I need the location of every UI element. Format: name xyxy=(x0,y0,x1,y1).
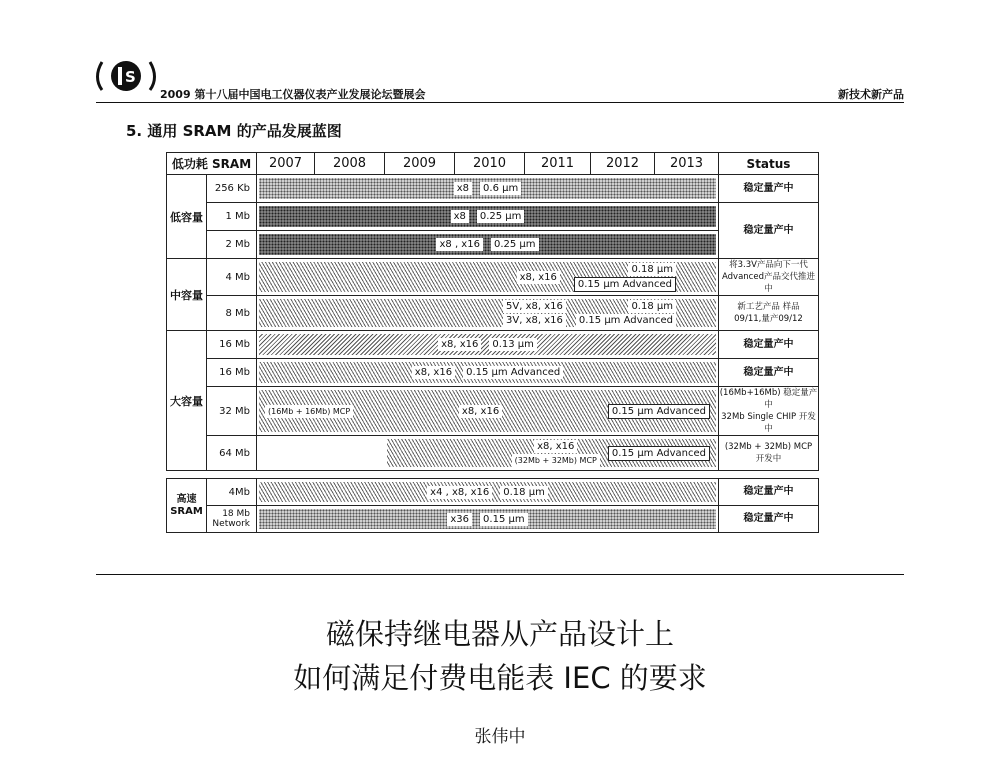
year-2012: 2012 xyxy=(591,153,655,175)
capacity-256kb: 256 Kb xyxy=(207,175,257,203)
capacity-fast-4mb: 4Mb xyxy=(207,479,257,506)
capacity-2mb: 2 Mb xyxy=(207,231,257,259)
bar-256kb xyxy=(257,175,719,203)
process-8mb: 0.18 μm xyxy=(628,300,676,313)
capacity-16mb-b: 16 Mb xyxy=(207,359,257,387)
process-1mb: 0.25 μm xyxy=(477,210,525,223)
article-title-line1: 磁保持继电器从产品设计上 xyxy=(325,617,674,651)
bar-16mb-a xyxy=(257,331,719,359)
bar-64mb xyxy=(257,436,719,471)
process-16mb-a: 0.13 μm xyxy=(489,338,537,351)
header-section-label: 新技术新产品 xyxy=(838,88,904,101)
status-8mb xyxy=(719,296,819,331)
row-256kb xyxy=(167,175,819,203)
fast-sram-table xyxy=(166,478,819,533)
mcp-64mb: (32Mb + 32Mb) MCP xyxy=(512,454,600,467)
capacity-8mb: 8 Mb xyxy=(207,296,257,331)
status-64mb-line1: (32Mb + 32Mb) MCP xyxy=(724,442,813,452)
status-8mb-line2: 09/11,量产09/12 xyxy=(734,314,803,324)
advanced-32mb: 0.15 μm Advanced xyxy=(608,404,710,419)
org-8mb-3v: 3V, x8, x16 xyxy=(503,314,566,327)
bar-32mb xyxy=(257,387,719,436)
bar-2mb xyxy=(257,231,719,259)
process-fast-4mb: 0.18 μm xyxy=(500,486,548,499)
org-16mb-b: x8, x16 xyxy=(412,366,455,379)
row-16mb-a xyxy=(167,331,819,359)
svg-text:S: S xyxy=(125,68,136,86)
year-2010: 2010 xyxy=(455,153,525,175)
status-256kb: 稳定量产中 xyxy=(719,175,819,203)
capacity-1mb: 1 Mb xyxy=(207,203,257,231)
advanced-8mb: 0.15 μm Advanced xyxy=(576,314,676,327)
mcp-32mb: (16Mb + 16Mb) MCP xyxy=(265,405,353,418)
category-fast: 高速 SRAM xyxy=(167,479,207,533)
status-header: Status xyxy=(719,153,819,175)
status-32mb xyxy=(719,387,819,436)
year-header-row xyxy=(167,153,819,175)
process-fast-18mb: 0.15 μm xyxy=(480,513,528,526)
row-fast-18mb xyxy=(167,506,819,533)
sram-roadmap-table xyxy=(166,152,819,471)
capacity-fast-18mb-type: Network xyxy=(212,519,250,529)
capacity-64mb: 64 Mb xyxy=(207,436,257,471)
org-64mb: x8, x16 xyxy=(534,440,577,453)
advanced-16mb-b: 0.15 μm Advanced xyxy=(463,366,563,379)
category-low: 低容量 xyxy=(167,175,207,259)
capacity-16mb-a: 16 Mb xyxy=(207,331,257,359)
row-4mb xyxy=(167,259,819,296)
bar-fast-4mb xyxy=(257,479,719,506)
status-4mb: 将3.3V产品向下一代Advanced产品交代推进中 xyxy=(719,259,819,296)
org-32mb: x8, x16 xyxy=(459,405,502,418)
year-2011: 2011 xyxy=(525,153,591,175)
header-event-title: 2009 第十八届中国电工仪器仪表产业发展论坛暨展会 xyxy=(160,88,426,101)
status-8mb-line1: 新工艺产品 样品 xyxy=(737,302,800,312)
bar-4mb xyxy=(257,259,719,296)
bar-16mb-b xyxy=(257,359,719,387)
org-1mb: x8 xyxy=(451,210,469,223)
org-16mb-a: x8, x16 xyxy=(438,338,481,351)
status-16mb-b: 稳定量产中 xyxy=(719,359,819,387)
row-16mb-b xyxy=(167,359,819,387)
section-divider xyxy=(96,574,904,575)
advanced-64mb: 0.15 μm Advanced xyxy=(608,446,710,461)
capacity-32mb: 32 Mb xyxy=(207,387,257,436)
org-256kb: x8 xyxy=(454,182,472,195)
status-fast-4mb: 稳定量产中 xyxy=(719,479,819,506)
org-4mb: x8, x16 xyxy=(517,271,560,284)
row-32mb xyxy=(167,387,819,436)
hs-logo-icon xyxy=(96,58,156,94)
bar-1mb xyxy=(257,203,719,231)
capacity-4mb: 4 Mb xyxy=(207,259,257,296)
category-mid: 中容量 xyxy=(167,259,207,331)
org-8mb-5v: 5V, x8, x16 xyxy=(503,300,566,313)
article-title-line2: 如何满足付费电能表 IEC 的要求 xyxy=(293,661,707,695)
year-2008: 2008 xyxy=(315,153,385,175)
process-2mb: 0.25 μm xyxy=(491,238,539,251)
advanced-4mb: 0.15 μm Advanced xyxy=(574,277,676,292)
status-fast-18mb: 稳定量产中 xyxy=(719,506,819,533)
status-16mb-a: 稳定量产中 xyxy=(719,331,819,359)
capacity-fast-18mb-size: 18 Mb xyxy=(222,509,250,519)
bar-fast-18mb xyxy=(257,506,719,533)
header-divider xyxy=(96,102,904,103)
bar-8mb xyxy=(257,296,719,331)
status-32mb-line2: 32Mb Single CHIP 开发中 xyxy=(721,412,816,434)
row-64mb xyxy=(167,436,819,471)
process-256kb: 0.6 μm xyxy=(480,182,521,195)
corner-label: 低功耗 SRAM xyxy=(167,153,257,175)
row-fast-4mb xyxy=(167,479,819,506)
org-fast-4mb: x4 , x8, x16 xyxy=(427,486,492,499)
org-2mb: x8 , x16 xyxy=(436,238,482,251)
row-1mb xyxy=(167,203,819,231)
year-2009: 2009 xyxy=(385,153,455,175)
status-64mb-line2: 开发中 xyxy=(755,454,782,464)
year-2013: 2013 xyxy=(655,153,719,175)
capacity-fast-18mb xyxy=(207,506,257,533)
article-author: 张伟中 xyxy=(474,727,526,747)
status-32mb-line1: (16Mb+16Mb) 稳定量产中 xyxy=(719,388,818,410)
section-title: 5. 通用 SRAM 的产品发展蓝图 xyxy=(126,122,342,140)
process-4mb: 0.18 μm xyxy=(628,263,676,276)
year-2007: 2007 xyxy=(257,153,315,175)
row-8mb xyxy=(167,296,819,331)
status-low: 稳定量产中 xyxy=(719,203,819,259)
status-64mb xyxy=(719,436,819,471)
org-fast-18mb: x36 xyxy=(447,513,472,526)
category-high: 大容量 xyxy=(167,331,207,471)
